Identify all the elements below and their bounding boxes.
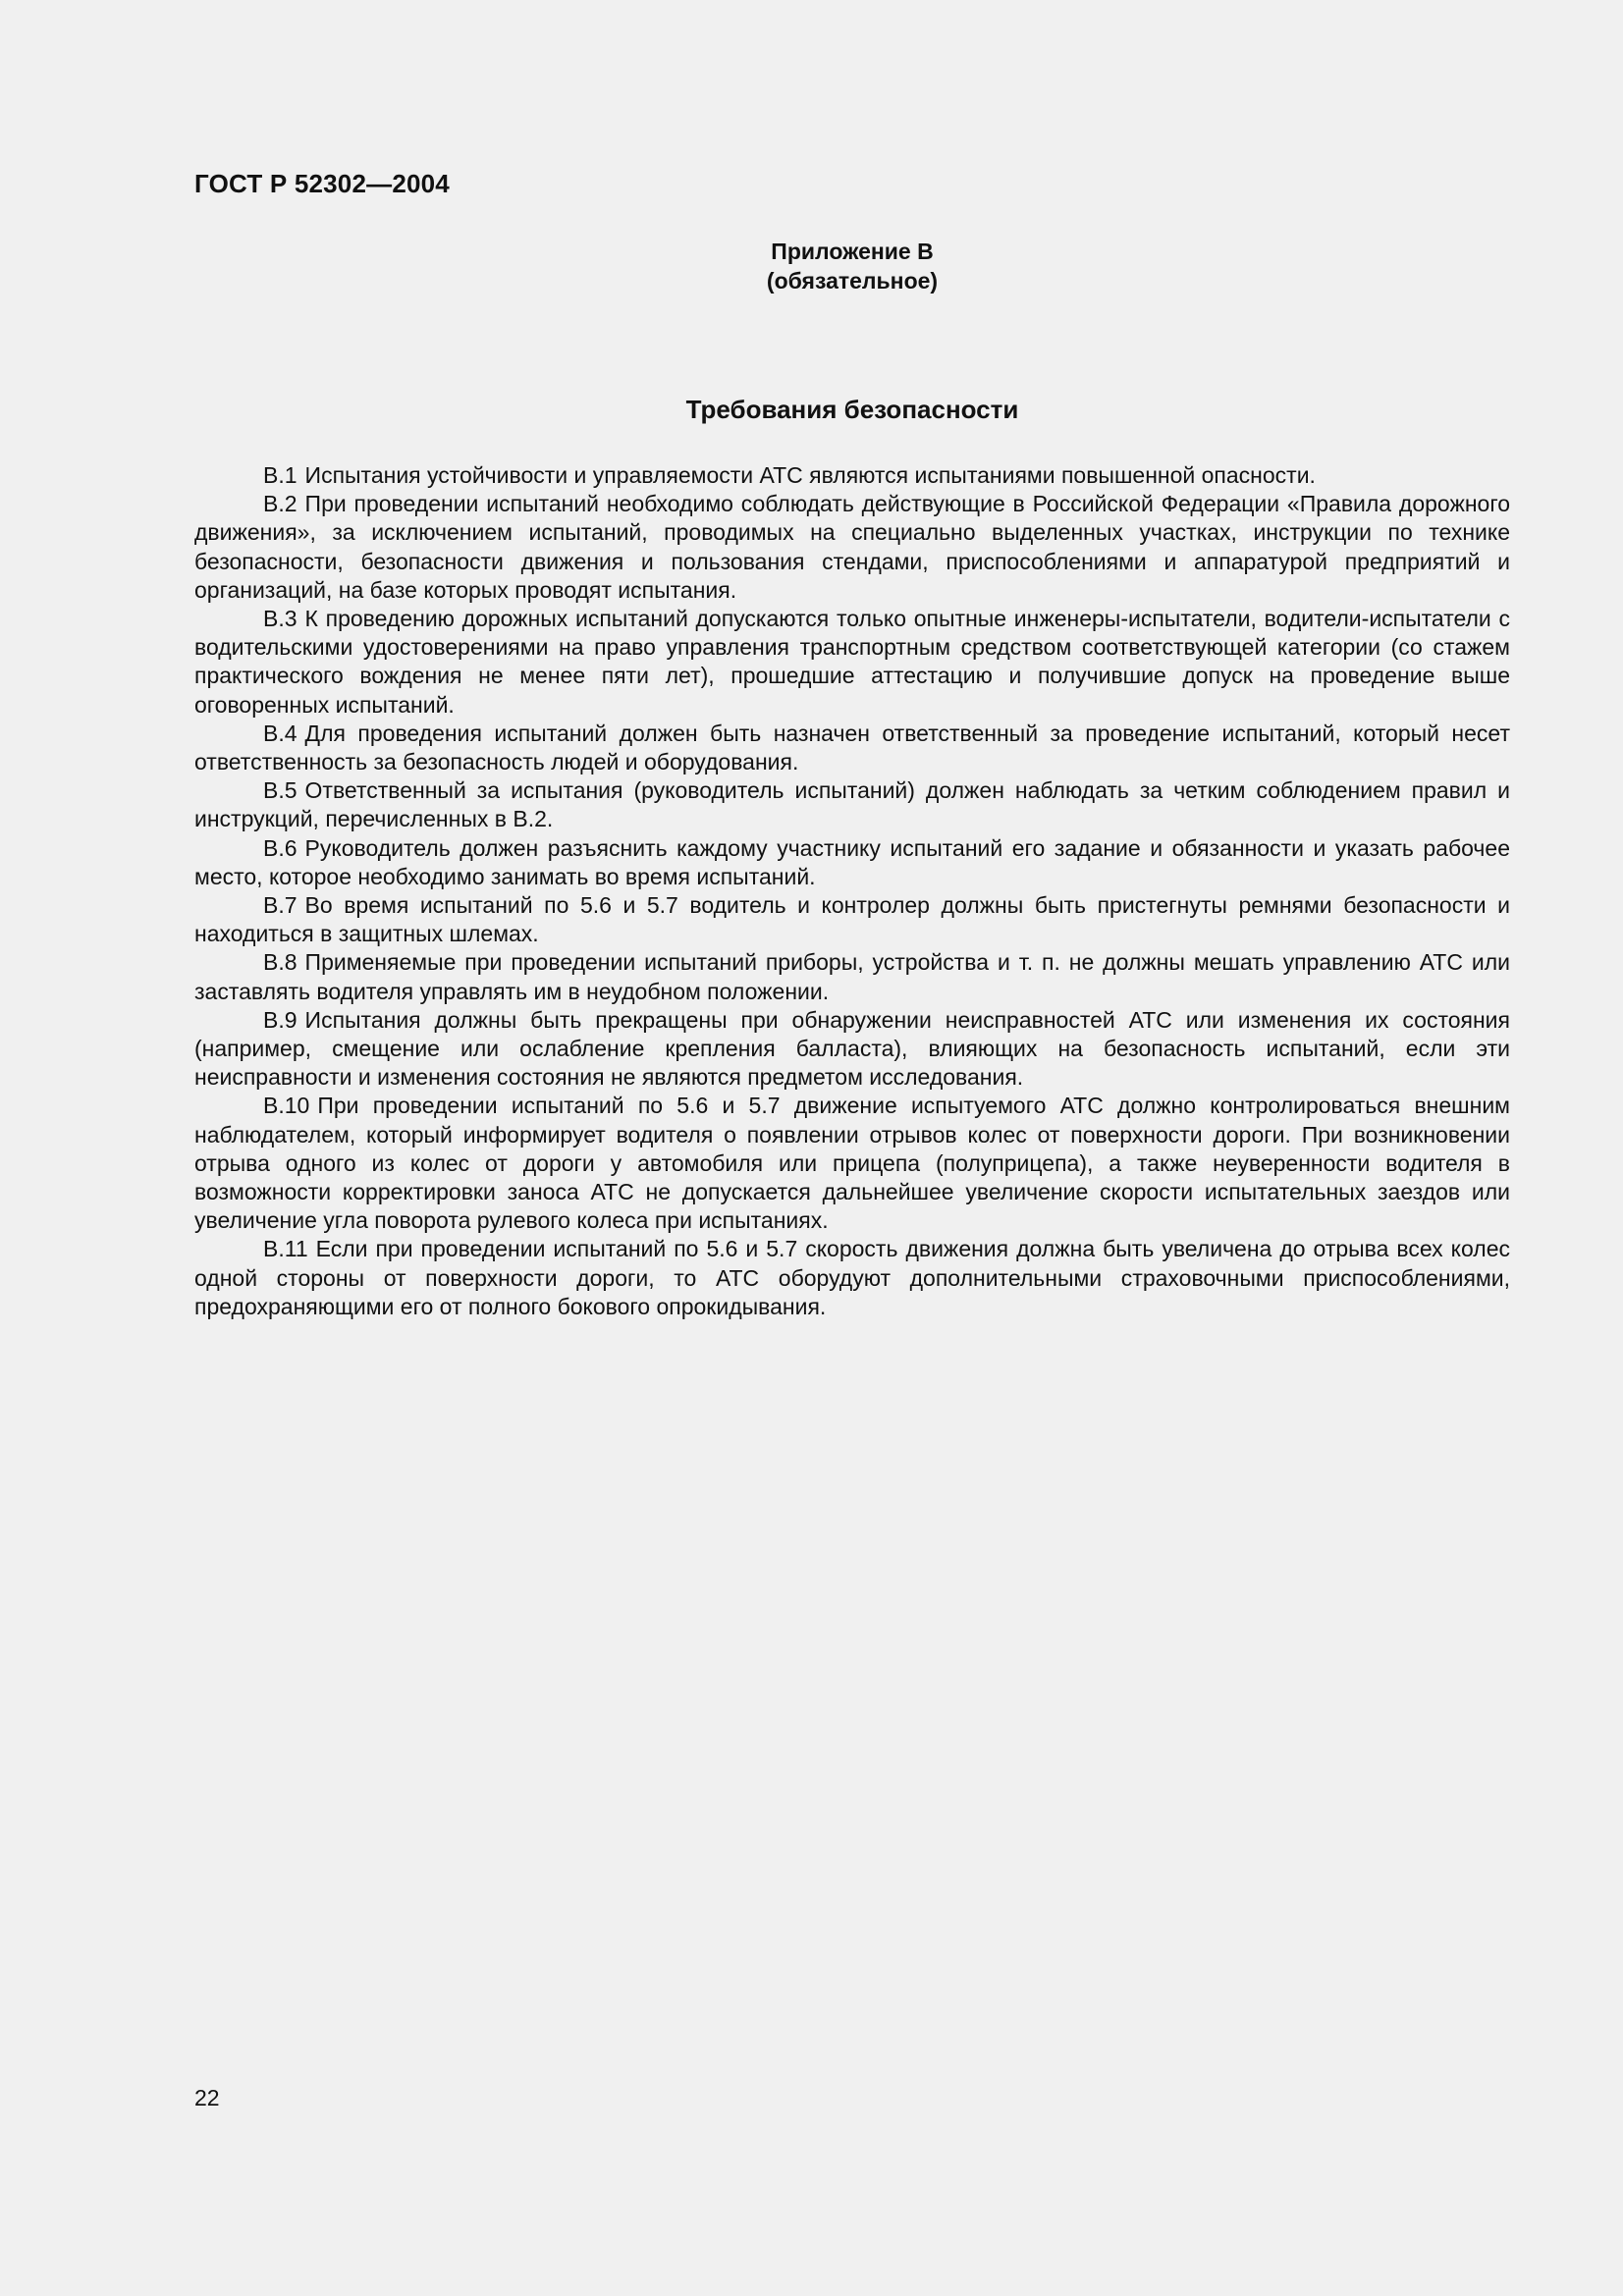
paragraph-b5 — [194, 776, 1510, 833]
paragraph-b7 — [194, 891, 1510, 948]
paragraph-number: В.5 — [263, 777, 298, 804]
section-title: Требования безопасности — [685, 395, 1019, 424]
paragraph-text: Во время испытаний по 5.6 и 5.7 водитель и контролер должны быть пристегнуты ремнями безопасности и находиться в защитных шлемах. — [194, 892, 1510, 947]
paragraph-number: В.11 — [263, 1236, 308, 1262]
paragraph-text: Испытания должны быть прекращены при обнаружении неисправностей АТС или изменения их состояния (например, смещение или ослабление крепления балласта), влияющих на безопасность испытаний, если эти неисправности и изменения состояния не являются предметом исследования. — [194, 1006, 1510, 1091]
appendix-heading — [194, 237, 1510, 295]
paragraph-b9 — [194, 1006, 1510, 1093]
paragraph-text: Испытания устойчивости и управляемости АТС являются испытаниями повышенной опасности. — [304, 462, 1316, 488]
appendix-title: Приложение В — [771, 239, 934, 264]
paragraph-b6 — [194, 834, 1510, 891]
paragraph-text: При проведении испытаний по 5.6 и 5.7 движение испытуемого АТС должно контролироваться внешним наблюдателем, который информирует водителя о появлении отрывов колес от поверхности дороги. При возникновении отрыва одного из колес от дороги у автомобиля или прицепа (полуприцепа), а также неуверенности водителя в возможности корректировки заноса АТС не допускается дальнейшее увеличение скорости испытательных заездов или увеличение угла поворота рулевого колеса при испытаниях. — [194, 1093, 1510, 1234]
paragraph-b8 — [194, 948, 1510, 1005]
page-number: 22 — [194, 2085, 220, 2110]
paragraph-text: К проведению дорожных испытаний допускаются только опытные инженеры-испытатели, водители-испытатели с водительскими удостоверениями на право управления транспортным средством соответствующей категории (со стажем практического вождения не менее пяти лет), прошедшие аттестацию и получившие допуск на проведение выше оговоренных испытаний. — [194, 606, 1510, 718]
paragraph-text: Если при проведении испытаний по 5.6 и 5.7 скорость движения должна быть увеличена до отрыва всех колес одной стороны от поверхности дороги, то АТС оборудуют дополнительными страховочными приспособлениями, предохраняющими его от полного бокового опрокидывания. — [194, 1236, 1510, 1319]
paragraph-number: В.2 — [263, 491, 298, 517]
paragraph-b3 — [194, 605, 1510, 720]
section-body — [194, 461, 1510, 1321]
document-code: ГОСТ Р 52302—2004 — [194, 169, 450, 198]
paragraph-b4 — [194, 720, 1510, 776]
paragraph-number: В.10 — [263, 1093, 310, 1119]
paragraph-text: Применяемые при проведении испытаний приборы, устройства и т. п. не должны мешать управлению АТС или заставлять водителя управлять им в неудобном положении. — [194, 949, 1510, 1004]
paragraph-text: Руководитель должен разъяснить каждому участнику испытаний его задание и обязанности и указать рабочее место, которое необходимо занимать во время испытаний. — [194, 834, 1510, 889]
appendix-status: (обязательное) — [766, 268, 939, 294]
paragraph-b2 — [194, 490, 1510, 605]
paragraph-text: При проведении испытаний необходимо соблюдать действующие в Российской Федерации «Правила дорожного движения», за исключением испытаний, проводимых на специально выделенных участках, инструкции по технике безопасности, безопасности движения и пользования стендами, приспособлениями и аппаратурой предприятий и организаций, на базе которых проводят испытания. — [194, 491, 1510, 603]
paragraph-b1 — [194, 461, 1510, 490]
paragraph-b10 — [194, 1092, 1510, 1235]
paragraph-b11 — [194, 1235, 1510, 1321]
paragraph-number: В.1 — [263, 462, 298, 488]
paragraph-number: В.3 — [263, 606, 298, 632]
paragraph-text: Ответственный за испытания (руководитель испытаний) должен наблюдать за четким соблюдением правил и инструкций, перечисленных в В.2. — [194, 777, 1510, 832]
paragraph-number: В.6 — [263, 834, 298, 861]
paragraph-number: В.4 — [263, 720, 298, 746]
paragraph-text: Для проведения испытаний должен быть назначен ответственный за проведение испытаний, который несет ответственность за безопасность людей и оборудования. — [194, 720, 1510, 775]
paragraph-number: В.8 — [263, 949, 298, 976]
paragraph-number: В.7 — [263, 892, 298, 919]
paragraph-number: В.9 — [263, 1006, 298, 1033]
